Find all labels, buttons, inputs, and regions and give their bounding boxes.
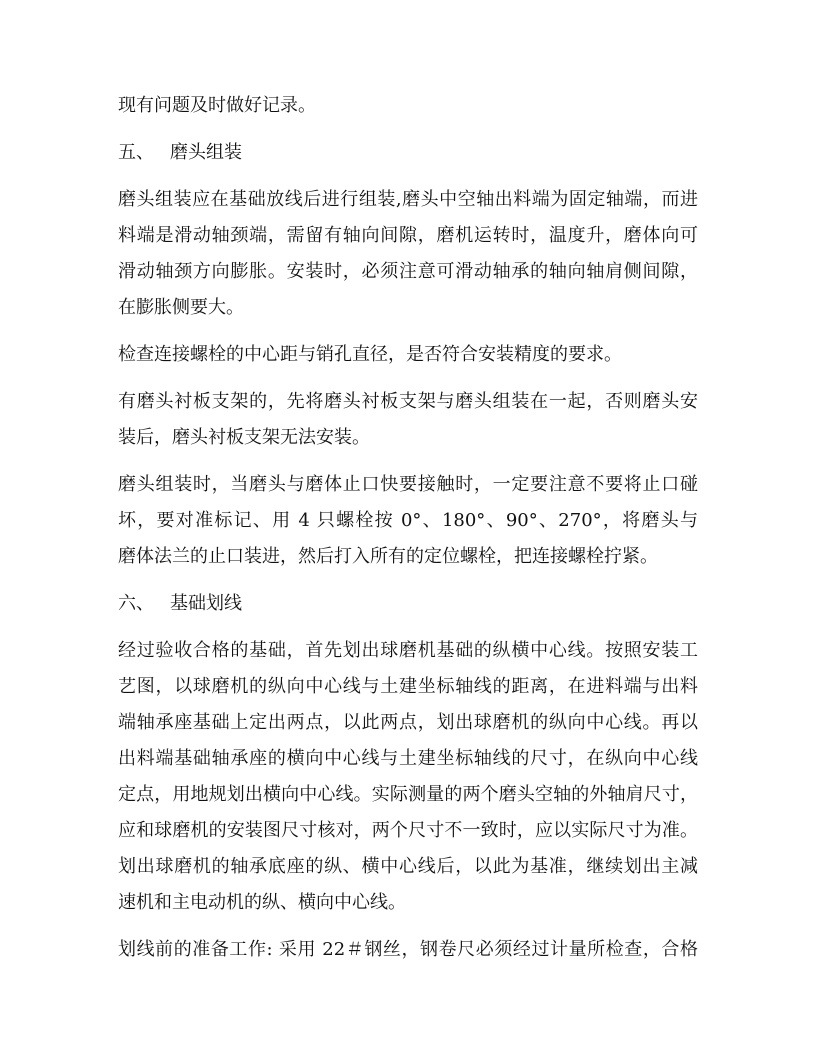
text-line: 应和球磨机的安装图尺寸核对，两个尺寸不一致时，应以实际尺寸为准。: [118, 820, 698, 841]
text-line: 装后，磨头衬板支架无法安装。: [118, 427, 370, 448]
section-title: 磨头组装: [170, 142, 242, 163]
text-line: 料端是滑动轴颈端，需留有轴向间隙，磨机运转时，温度升，磨体向可: [118, 225, 698, 246]
paragraph-head-assembly: [118, 182, 698, 326]
section-title: 基础划线: [170, 593, 242, 614]
paragraph-flange-fit: [118, 467, 698, 575]
text-line: 速机和主电动机的纵、横向中心线。: [118, 892, 406, 913]
section-heading-5: [118, 135, 698, 171]
text-line: 端轴承座基础上定出两点，以此两点，划出球磨机的纵向中心线。再以: [118, 712, 698, 733]
text-line: 坏，要对准标记、用 4 只螺栓按 0°、180°、90°、270°，将磨头与: [118, 510, 698, 531]
text-line: 磨头组装时，当磨头与磨体止口快要接触时，一定要注意不要将止口碰: [118, 474, 698, 495]
section-number: 五、: [118, 142, 154, 163]
text-line: 磨头组装应在基础放线后进行组装,磨头中空轴出料端为固定轴端，而进: [118, 189, 698, 210]
text-line: 划线前的准备工作: 采用 22＃钢丝，钢卷尺必须经过计量所检查，合格: [118, 939, 698, 960]
text-line: 检查连接螺栓的中心距与销孔直径，是否符合安装精度的要求。: [118, 344, 622, 365]
document-page: [118, 88, 698, 979]
text-line: 艺图，以球磨机的纵向中心线与土建坐标轴线的距离，在进料端与出料: [118, 676, 698, 697]
paragraph-preparation: [118, 932, 698, 968]
text-line: 磨体法兰的止口装进，然后打入所有的定位螺栓，把连接螺栓拧紧。: [118, 546, 658, 567]
paragraph-check-bolts: [118, 337, 698, 373]
text-line: 有磨头衬板支架的，先将磨头衬板支架与磨头组装在一起，否则磨头安: [118, 391, 698, 412]
text-line: 经过验收合格的基础，首先划出球磨机基础的纵横中心线。按照安装工: [118, 640, 698, 661]
paragraph-record-issues: [118, 88, 698, 124]
text-line: 出料端基础轴承座的横向中心线与土建坐标轴线的尺寸，在纵向中心线: [118, 748, 698, 769]
section-heading-6: [118, 586, 698, 622]
text-line: 定点，用地规划出横向中心线。实际测量的两个磨头空轴的外轴肩尺寸，: [118, 784, 698, 805]
text-line: 现有问题及时做好记录。: [118, 95, 316, 116]
text-line: 在膨胀侧要大。: [118, 297, 244, 318]
paragraph-liner-bracket: [118, 384, 698, 456]
paragraph-foundation-marking: [118, 633, 698, 921]
section-number: 六、: [118, 593, 154, 614]
text-line: 划出球磨机的轴承底座的纵、横中心线后，以此为基准，继续划出主减: [118, 856, 698, 877]
text-line: 滑动轴颈方向膨胀。安装时，必须注意可滑动轴承的轴向轴肩侧间隙，: [118, 261, 698, 282]
